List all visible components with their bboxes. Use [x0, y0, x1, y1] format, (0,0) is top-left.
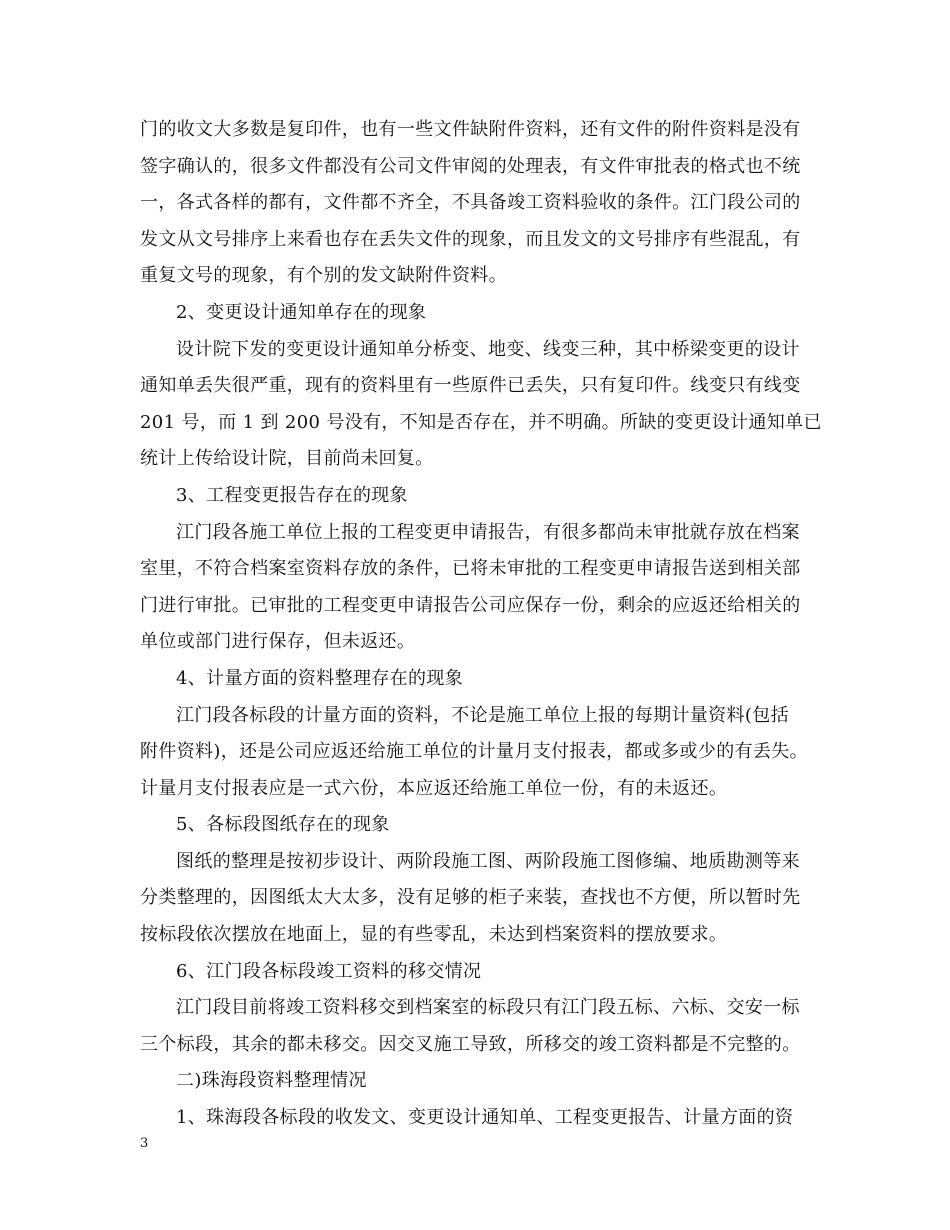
text-line: 计量月支付报表应是一式六份，本应返还给施工单位一份，有的未返还。 [140, 777, 728, 799]
page-number: 3 [140, 1136, 149, 1151]
text-line: 统计上传给设计院，目前尚未回复。 [140, 448, 434, 470]
text-line: 重复文号的现象，有个别的发文缺附件资料。 [140, 265, 507, 287]
text-line: 图纸的整理是按初步设计、两阶段施工图、两阶段施工图修编、地质勘测等来 [176, 850, 800, 872]
text-line: 201 号，而 1 到 200 号没有，不知是否存在，并不明确。所缺的变更设计通知单已 [140, 411, 822, 433]
section-heading: 5、各标段图纸存在的现象 [176, 814, 390, 836]
text-line: 通知单丢失很严重，现有的资料里有一些原件已丢失，只有复印件。线变只有线变 [140, 375, 801, 397]
text-line: 按标段依次摆放在地面上，显的有些零乱，未达到档案资料的摆放要求。 [140, 924, 728, 946]
section-heading: 3、工程变更报告存在的现象 [176, 484, 409, 506]
text-line: 发文从文号排序上来看也存在丢失文件的现象，而且发文的文号排序有些混乱，有 [140, 228, 801, 250]
text-line: 附件资料)，还是公司应返还给施工单位的计量月支付报表，都或多或少的有丢失。 [140, 741, 808, 763]
text-line: 分类整理的，因图纸太大太多，没有足够的柜子来装，查找也不方便，所以暂时先 [140, 887, 801, 909]
text-line: 江门段目前将竣工资料移交到档案室的标段只有江门段五标、六标、交安一标 [176, 997, 800, 1019]
document-body [140, 112, 830, 1137]
section-heading: 2、变更设计通知单存在的现象 [176, 301, 427, 323]
text-line: 设计院下发的变更设计通知单分桥变、地变、线变三种，其中桥梁变更的设计 [176, 338, 800, 360]
section-heading: 二)珠海段资料整理情况 [176, 1070, 367, 1092]
text-line: 门的收文大多数是复印件，也有一些文件缺附件资料，还有文件的附件资料是没有 [140, 119, 801, 140]
section-heading: 6、江门段各标段竣工资料的移交情况 [176, 960, 482, 982]
text-line: 签字确认的，很多文件都没有公司文件审阅的处理表，有文件审批表的格式也不统 [140, 155, 801, 177]
text-line: 一，各式各样的都有，文件都不齐全，不具备竣工资料验收的条件。江门段公司的 [140, 192, 801, 214]
text-line: 1、珠海段各标段的收发文、变更设计通知单、工程变更报告、计量方面的资 [176, 1107, 794, 1129]
section-heading: 4、计量方面的资料整理存在的现象 [176, 667, 464, 689]
text-line: 江门段各施工单位上报的工程变更申请报告，有很多都尚未审批就存放在档案 [176, 521, 800, 543]
text-line: 江门段各标段的计量方面的资料，不论是施工单位上报的每期计量资料(包括 [176, 704, 789, 726]
text-line: 三个标段，其余的都未移交。因交叉施工导致，所移交的竣工资料都是不完整的。 [140, 1033, 801, 1055]
text-line: 室里，不符合档案室资料存放的条件，已将未审批的工程变更申请报告送到相关部 [140, 558, 801, 580]
text-line: 门进行审批。已审批的工程变更申请报告公司应保存一份，剩余的应返还给相关的 [140, 594, 801, 616]
text-line: 单位或部门进行保存，但未返还。 [140, 631, 416, 653]
